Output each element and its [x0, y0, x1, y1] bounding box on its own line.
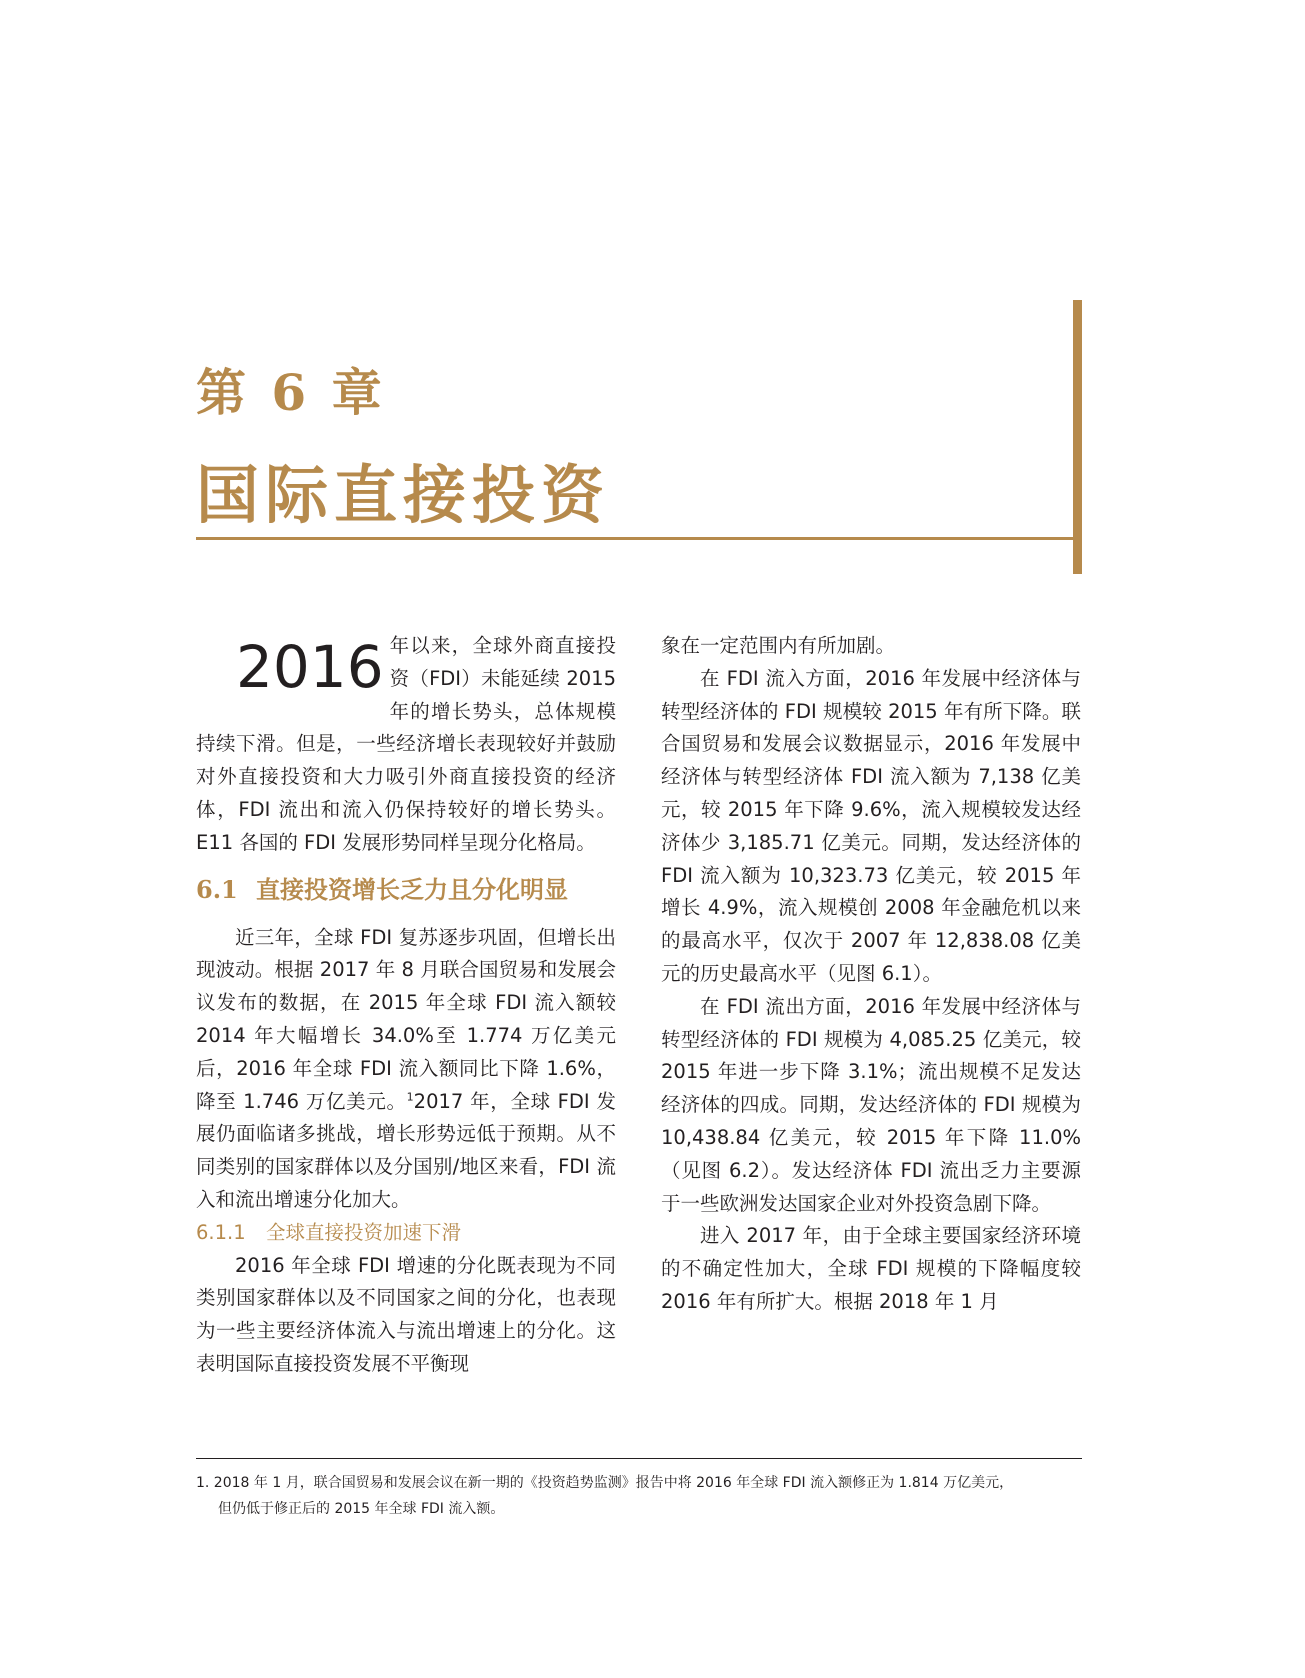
section-number: 6.1 — [196, 874, 238, 904]
para-text: 2017 年，全球 FDI 发展仍面临诸多挑战，增长形势远低于预期。从不同类别的国家群体以及分国别/地区来看，FDI 流入和流出增速分化加大。 — [196, 1089, 616, 1211]
chapter-divider — [196, 537, 1076, 540]
section-title: 直接投资增长乏力且分化明显 — [256, 874, 568, 904]
footnote — [196, 1470, 1082, 1522]
body-paragraph: 象在一定范围内有所加剧。 — [661, 634, 896, 657]
subsection-number: 6.1.1 — [196, 1220, 246, 1244]
intro-paragraph — [196, 630, 616, 860]
body-paragraph: 进入 2017 年，由于全球主要国家经济环境的不确定性加大，全球 FDI 规模的下降幅度较 2016 年有所扩大。根据 2018 年 1 月 — [661, 1224, 1081, 1313]
subsection-title: 全球直接投资加速下滑 — [266, 1220, 462, 1244]
chapter-accent-bar — [1073, 300, 1082, 574]
section-heading — [196, 870, 616, 910]
body-paragraph — [196, 922, 616, 1217]
dropcap-year: 2016 — [236, 633, 384, 701]
body-paragraph: 2016 年全球 FDI 增速的分化既表现为不同类别国家群体以及不同国家之间的分化，也表现为一些主要经济体流入与流出增速上的分化。这表明国际直接投资发展不平衡现 — [196, 1253, 616, 1375]
subsection-heading — [196, 1217, 616, 1250]
chapter-number: 第 6 章 — [196, 363, 386, 422]
intro-text: 年以来，全球外商直接投资（FDI）未能延续 2015 年的增长势头，总体规模持续下滑。但是，一些经济增长表现较好并鼓励对外直接投资和大力吸引外商直接投资的经济体，FDI 流出和流入仍保持较好的增长势头。E11 各国的 FDI 发展形势同样呈现分化格局。 — [196, 634, 616, 854]
left-column — [196, 630, 616, 1381]
chapter-title: 国际直接投资 — [196, 459, 610, 532]
footnote-line: 1. 2018 年 1 月，联合国贸易和发展会议在新一期的《投资趋势监测》报告中将 2016 年全球 FDI 流入额修正为 1.814 万亿美元， — [196, 1475, 1014, 1491]
body-paragraph: 在 FDI 流出方面，2016 年发展中经济体与转型经济体的 FDI 规模为 4,085.25 亿美元，较 2015 年进一步下降 3.1%；流出规模不足发达经济体的四成。同期，发达经济体的 FDI 规模为 10,438.84 亿美元，较 2015 年下降 11.0%（见图 6.2）。发达经济体 FDI 流出乏力主要源于一些欧洲发达国家企业对外投资急剧下降。 — [661, 994, 1081, 1215]
footnote-divider — [196, 1458, 1082, 1459]
right-column — [661, 630, 1081, 1319]
body-paragraph: 在 FDI 流入方面，2016 年发展中经济体与转型经济体的 FDI 规模较 2015 年有所下降。联合国贸易和发展会议数据显示，2016 年发展中经济体与转型经济体 FDI 流入额为 7,138 亿美元，较 2015 年下降 9.6%，流入规模较发达经济体少 3,185.71 亿美元。同期，发达经济体的 FDI 流入额为 10,323.73 亿美元，较 2015 年增长 4.9%，流入规模创 2008 年金融危机以来的最高水平，仅次于 2007 年 12,838.08 亿美元的历史最高水平（见图 6.1）。 — [661, 666, 1081, 985]
footnote-ref[interactable]: 1 — [406, 1090, 414, 1104]
para-text: 近三年，全球 FDI 复苏逐步巩固，但增长出现波动。根据 2017 年 8 月联合国贸易和发展会议发布的数据，在 2015 年全球 FDI 流入额较 2014 年大幅增长 34.0%至 1.774 万亿美元后，2016 年全球 FDI 流入额同比下降 1.6%，降至 1.746 万亿美元。 — [196, 925, 616, 1113]
footnote-line: 但仍低于修正后的 2015 年全球 FDI 流入额。 — [218, 1501, 505, 1517]
